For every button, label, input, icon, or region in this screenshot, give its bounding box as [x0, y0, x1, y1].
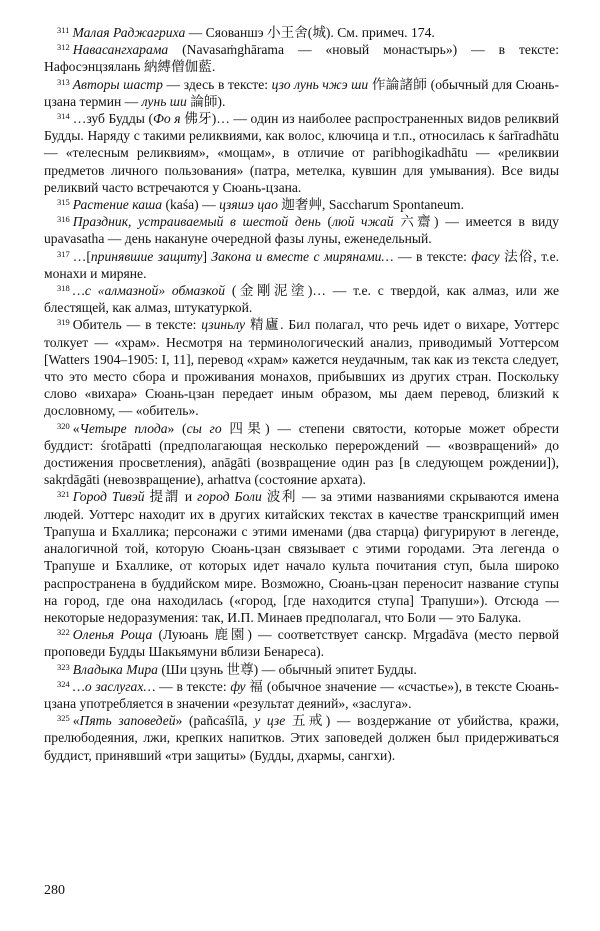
- footnote-term: Малая Раджагриха: [72, 25, 186, 40]
- footnote-term: Оленья Роща: [72, 627, 153, 643]
- footnote-text: 波利 — за этими названиями скрываются имена людей. Уоттерс находит их в других китайских текстах в качестве транскрипций имен Трапуша и Бхаллика; персонажи с этими именами (два старца) фигурируют в легенде, аналогичной той, которую Сюань-цзан связывает с этими городами. Эта легенда о Трапуше и Бхаллике, от которых идет начало культа почитания ступ, была широко распространена в буддийском мире. Возможно, Сюань-цзан переносит название ступы на город, где она находилась («город, [где находится ступа] Трапуши»). Отсюда — некоторые недоразумения: так, И.П. Минаев предполагал, что Боли — это Балука.: [44, 489, 559, 625]
- footnote-325: [44, 712, 559, 764]
- footnote-314: [44, 110, 559, 196]
- footnote-text: 五戒) — воздержание от убийства, кражи, прелюбодеяния, лжи, крепких напитков. Этих заповедей должен был придерживаться буддист, принявший «три защиты» (Будды, дхармы, сангхи).: [44, 713, 560, 763]
- footnote-315: [44, 196, 559, 213]
- footnote-number: 319: [57, 317, 70, 328]
- footnote-text: «: [72, 713, 80, 729]
- footnote-number: 320: [57, 420, 70, 431]
- footnote-text: (Луюань 鹿園) — соответствует санскр. Mṛgadāva (место первой проповеди Будды Шакьямуни вблизи Бенареса).: [44, 627, 559, 660]
- footnote-number: 311: [57, 25, 70, 35]
- footnote-text: Обитель — в тексте:: [72, 317, 202, 333]
- footnote-term: цзиньлу: [201, 317, 246, 333]
- footnote-number: 322: [57, 627, 70, 638]
- footnote-number: 318: [57, 283, 70, 294]
- footnote-text: 福 (обычное значение — «счастье»), в тексте Сюань-цзана употребляется в значении «результат деяний», «заслуга».: [44, 678, 559, 711]
- footnote-term: Закона и вместе с мирянами…: [211, 248, 394, 264]
- footnote-term: город Боли: [197, 489, 262, 505]
- footnote-number: 323: [57, 661, 70, 672]
- footnote-text: (Navasaṁghārama — «новый монастырь») — в тексте: Нафосэнцзялань 納縛僧伽藍.: [44, 42, 559, 75]
- footnote-term: …с «алмазной» обмазкой: [72, 283, 226, 299]
- footnote-term: Фо я: [153, 111, 181, 127]
- footnote-term: сы го: [186, 420, 222, 436]
- footnote-term: Навасангхарама: [72, 42, 169, 58]
- footnote-term: Четыре плода: [79, 420, 168, 436]
- footnote-number: 321: [57, 489, 70, 500]
- footnote-text: (: [320, 214, 333, 230]
- footnote-text: — в тексте:: [393, 248, 472, 264]
- footnote-text: «: [72, 420, 80, 436]
- footnote-term: Город Тивэй: [72, 489, 145, 505]
- footnote-term: у цзе: [254, 713, 286, 729]
- footnote-text: (Ши цзунь 世尊) — обычный эпитет Будды.: [157, 661, 417, 677]
- footnote-312: [44, 41, 559, 75]
- footnote-text: 論師).: [186, 93, 226, 109]
- footnote-text: 四果) — степени святости, которые может обрести буддист: śrotāpatti (предполагающая несколько перерождений — «возвращений» до достижения просветления), anāgāti (возвращение один раз [в следующем рождении]), sakṛdāgāti (невозвращение), arhattva (состояние архата).: [44, 420, 559, 488]
- footnote-text: 佛牙)… — один из наиболее распространенных видов реликвий Будды. Наряду с такими реликвиями, как волос, ключица и т.п., относилась к śarīradhātu — «телесным реликвиям», «мощам», в отличие от paribhogikadhātu — «реликвии предметов личного пользования» (патра, метелка, кувшин для умывания). Все виды реликвий часто встречаются у Сюань-цзана.: [44, 111, 559, 195]
- footnote-322: [44, 626, 559, 660]
- footnote-313: [44, 76, 559, 110]
- footnote-text: 提謂 и: [144, 489, 198, 505]
- footnote-text: ]: [202, 248, 212, 264]
- footnote-term: …о заслугах…: [72, 678, 156, 694]
- footnote-term: люй чжай: [332, 214, 394, 230]
- footnote-text: » (pañcaśīlā,: [175, 713, 255, 729]
- footnote-number: 314: [57, 111, 70, 122]
- footnote-term: Владыка Мира: [72, 661, 158, 677]
- footnote-text: — в тексте:: [155, 678, 231, 694]
- footnote-text: (金剛泥塗)… — т.е. с твердой, как алмаз, или же блестящей, как алмаз, штукатуркой.: [44, 283, 559, 316]
- footnote-number: 316: [57, 214, 70, 225]
- footnote-term: цзяшэ цао: [219, 197, 278, 213]
- footnote-term: фу: [230, 678, 246, 694]
- footnote-text: — здесь в тексте:: [162, 76, 272, 92]
- footnote-text: 法俗, т.е. монахи и миряне.: [44, 248, 560, 281]
- footnote-317: [44, 248, 559, 282]
- footnote-term: Растение каша: [72, 197, 163, 213]
- page-number: 280: [44, 883, 65, 898]
- footnotes-block: [44, 24, 559, 904]
- footnote-text: 作論諸師 (обычный для Сюань-цзана термин —: [44, 76, 559, 109]
- footnote-text: …[: [72, 248, 91, 264]
- footnote-term: лунь ши: [141, 93, 187, 109]
- footnote-text: 精廬. Бил полагал, что речь идет о вихаре, Уоттерс толкует — «храм». Несмотря на терминологический анализ, приводимый Уоттерсом [Watters 1904–1905: I, 11], перевод «храм» кажется неудачным, так как из текста следует, что это место сбора и проживания монахов, прибывших из других стран. Поскольку слово «вихара» Сюань-цзан передает иным образом, мы даем перевод, близкий к дословному, — «обитель».: [44, 317, 559, 419]
- footnote-text: …зуб Будды (: [72, 111, 153, 127]
- footnote-number: 312: [57, 42, 70, 53]
- footnote-term: Праздник, устраиваемый в шестой день: [72, 214, 321, 230]
- footnote-term: Пять заповедей: [79, 713, 176, 729]
- footnote-text: 六齋) — имеется в виду upavasatha — день накануне очередной фазы луны, еженедельный.: [44, 214, 559, 247]
- footnote-311: [44, 24, 559, 41]
- footnote-321: [44, 488, 559, 626]
- footnote-term: Авторы шастр: [72, 76, 163, 92]
- footnote-text: — Сяованшэ 小王舍(城). См. примеч. 174.: [185, 25, 435, 40]
- footnote-term: фасу: [471, 248, 500, 264]
- footnote-text: 迦奢艸, Saccharum Spontaneum.: [277, 197, 464, 213]
- footnote-320: [44, 420, 559, 489]
- footnote-number: 325: [57, 713, 70, 724]
- footnote-323: [44, 661, 559, 678]
- footnote-text: » (: [167, 420, 187, 436]
- footnote-319: [44, 316, 559, 419]
- footnote-number: 315: [57, 197, 70, 208]
- footnote-316: [44, 213, 559, 247]
- footnote-number: 313: [57, 76, 70, 87]
- footnote-term: цзо лунь чжэ ши: [271, 76, 369, 92]
- footnote-number: 317: [57, 248, 70, 259]
- footnote-318: [44, 282, 559, 316]
- footnote-number: 324: [57, 678, 70, 689]
- footnote-term: принявшие защиту: [90, 248, 203, 264]
- footnote-324: [44, 678, 559, 712]
- footnote-text: (kaśa) —: [162, 197, 220, 213]
